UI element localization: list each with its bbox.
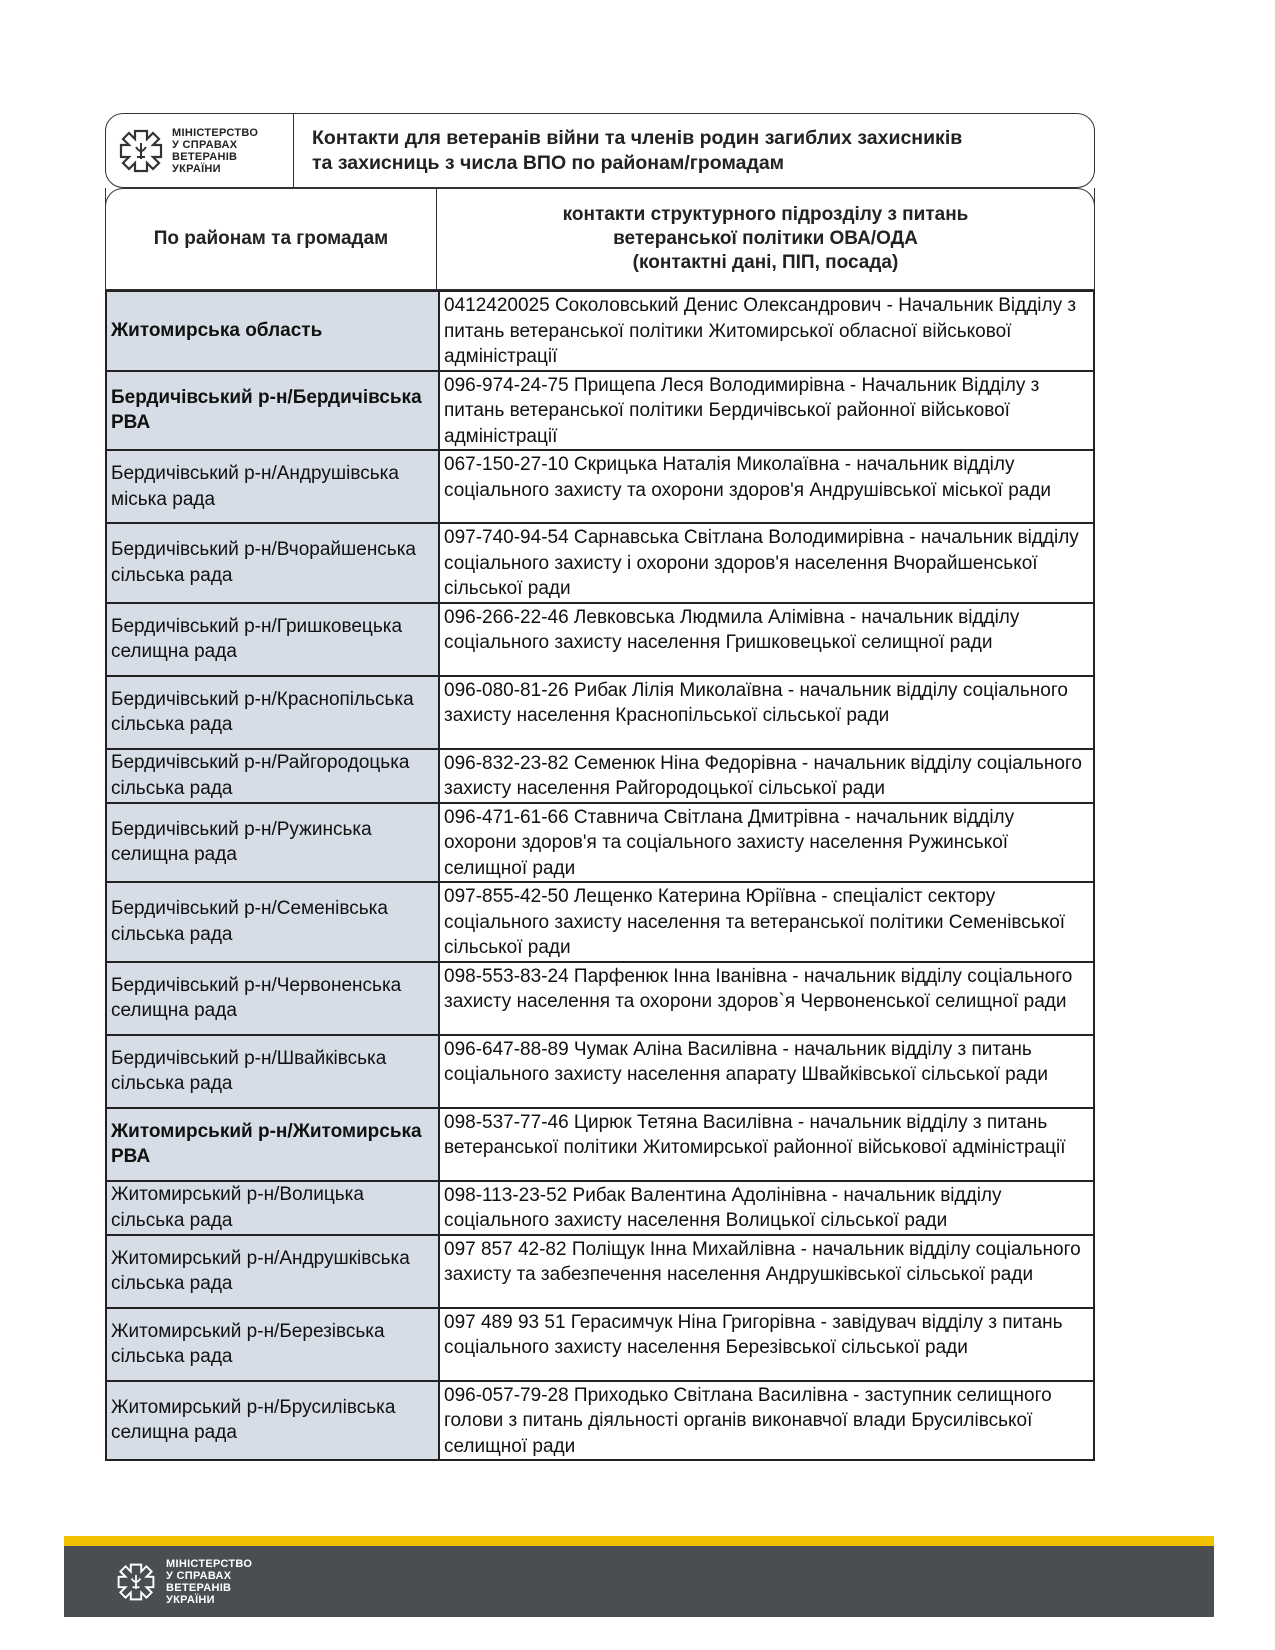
table-row: [106, 1308, 1094, 1381]
region-cell: Бердичівський р-н/Райгородоцька сільська рада: [106, 749, 439, 803]
region-cell: Бердичівський р-н/Краснопільська сільська рада: [106, 676, 439, 749]
table-row: [106, 962, 1094, 1035]
contact-cell: 098-537-77-46 Цирюк Тетяна Василівна - начальник відділу з питань ветеранської політики Житомирської районної військової адміністрації: [439, 1108, 1094, 1181]
table-row: [106, 371, 1094, 451]
table-row: [106, 1235, 1094, 1308]
contacts-table: [105, 290, 1095, 1461]
table-row: [106, 1181, 1094, 1235]
contact-cell: 096-974-24-75 Прищепа Леся Володимирівна - Начальник Відділу з питань ветеранської політики Бердичівської районної військової адміністрації: [439, 371, 1094, 451]
contact-cell: 096-080-81-26 Рибак Лілія Миколаївна - начальник відділу соціального захисту населення Краснопільської сільської ради: [439, 676, 1094, 749]
region-cell: Бердичівський р-н/Ружинська селищна рада: [106, 803, 439, 883]
region-cell: Бердичівський р-н/Бердичівська РВА: [106, 371, 439, 451]
table-row: [106, 803, 1094, 883]
contact-cell: 097 857 42-82 Поліщук Інна Михайлівна - начальник відділу соціального захисту та забезпечення населення Андрушківської сільської ради: [439, 1235, 1094, 1308]
contact-cell: 097-855-42-50 Лещенко Катерина Юріївна - спеціаліст сектору соціального захисту населення та ветеранської політики Семенівської сільської ради: [439, 882, 1094, 962]
region-cell: Бердичівський р-н/Червоненська селищна рада: [106, 962, 439, 1035]
region-cell: Бердичівський р-н/Вчорайшенська сільська рада: [106, 523, 439, 603]
table-row: [106, 1035, 1094, 1108]
region-cell: Бердичівський р-н/Гришковецька селищна рада: [106, 603, 439, 676]
region-cell: Житомирський р-н/Волицька сільська рада: [106, 1181, 439, 1235]
table-row: [106, 676, 1094, 749]
region-cell: Житомирський р-н/Житомирська РВА: [106, 1108, 439, 1181]
contact-cell: 096-832-23-82 Семенюк Ніна Федорівна - начальник відділу соціального захисту населення Райгородоцької сільської ради: [439, 749, 1094, 803]
region-cell: Житомирський р-н/Андрушківська сільська рада: [106, 1235, 439, 1308]
ministry-logo: [106, 114, 294, 187]
contact-cell: 097-740-94-54 Сарнавська Світлана Володимирівна - начальник відділу соціального захисту і охорони здоров'я населення Вчорайшенської сільської ради: [439, 523, 1094, 603]
ministry-emblem-icon: [118, 128, 164, 174]
region-cell: Бердичівський р-н/Швайківська сільська рада: [106, 1035, 439, 1108]
contact-cell: 096-057-79-28 Приходько Світлана Василівна - заступник селищного голови з питань діяльності органів виконавчої влади Брусилівської селищної ради: [439, 1381, 1094, 1461]
table-row: [106, 523, 1094, 603]
region-cell: Бердичівський р-н/Андрушівська міська рада: [106, 450, 439, 523]
contact-cell: 067-150-27-10 Скрицька Наталія Миколаївна - начальник відділу соціального захисту та охорони здоров'я Андрушівської міської ради: [439, 450, 1094, 523]
table-row: [106, 1381, 1094, 1461]
contact-cell: 0412420025 Соколовський Денис Олександрович - Начальник Відділу з питань ветеранської політики Житомирської обласної військової адміністрації: [439, 291, 1094, 371]
column-header-region: По районам та громадам: [106, 188, 437, 289]
contact-cell: 096-266-22-46 Левковська Людмила Алімівна - начальник відділу соціального захисту населення Гришковецької селищної ради: [439, 603, 1094, 676]
contact-cell: 097 489 93 51 Герасимчук Ніна Григорівна - завідувач відділу з питань соціального захисту населення Березівської сільської ради: [439, 1308, 1094, 1381]
contact-cell: 096-471-61-66 Ставнича Світлана Дмитрівна - начальник відділу охорони здоров'я та соціального захисту населення Ружинської селищної ради: [439, 803, 1094, 883]
document-header: [105, 113, 1095, 188]
ministry-emblem-icon: [116, 1562, 156, 1602]
region-cell: Бердичівський р-н/Семенівська сільська рада: [106, 882, 439, 962]
table-row: [106, 450, 1094, 523]
table-row: [106, 749, 1094, 803]
footer-bar: [64, 1536, 1214, 1617]
table-row: [106, 291, 1094, 371]
ministry-logo-text: МІНІСТЕРСТВО У СПРАВАХ ВЕТЕРАНІВ УКРАЇНИ: [172, 126, 259, 175]
table-row: [106, 882, 1094, 962]
contact-cell: 096-647-88-89 Чумак Аліна Василівна - начальник відділу з питань соціального захисту населення апарату Швайківської сільської ради: [439, 1035, 1094, 1108]
table-row: [106, 1108, 1094, 1181]
contact-cell: 098-113-23-52 Рибак Валентина Адолінівна - начальник відділу соціального захисту населення Волицької сільської ради: [439, 1181, 1094, 1235]
table-row: [106, 603, 1094, 676]
column-header-contact: контакти структурного підрозділу з питань ветеранської політики ОВА/ОДА (контактні дані, ПІП, посада): [562, 203, 969, 273]
table-column-headers: [105, 188, 1095, 290]
footer-logo-text: МІНІСТЕРСТВО У СПРАВАХ ВЕТЕРАНІВ УКРАЇНИ: [166, 1557, 253, 1606]
contact-cell: 098-553-83-24 Парфенюк Інна Іванівна - начальник відділу соціального захисту населення та охорони здоров`я Червоненської селищної ради: [439, 962, 1094, 1035]
region-cell: Житомирський р-н/Брусилівська селищна рада: [106, 1381, 439, 1461]
region-cell: Житомирський р-н/Березівська сільська рада: [106, 1308, 439, 1381]
document-title: Контакти для ветеранів війни та членів родин загиблих захисників та захисниць з числа ВПО по районам/громадам: [312, 126, 963, 174]
region-cell: Житомирська область: [106, 291, 439, 371]
